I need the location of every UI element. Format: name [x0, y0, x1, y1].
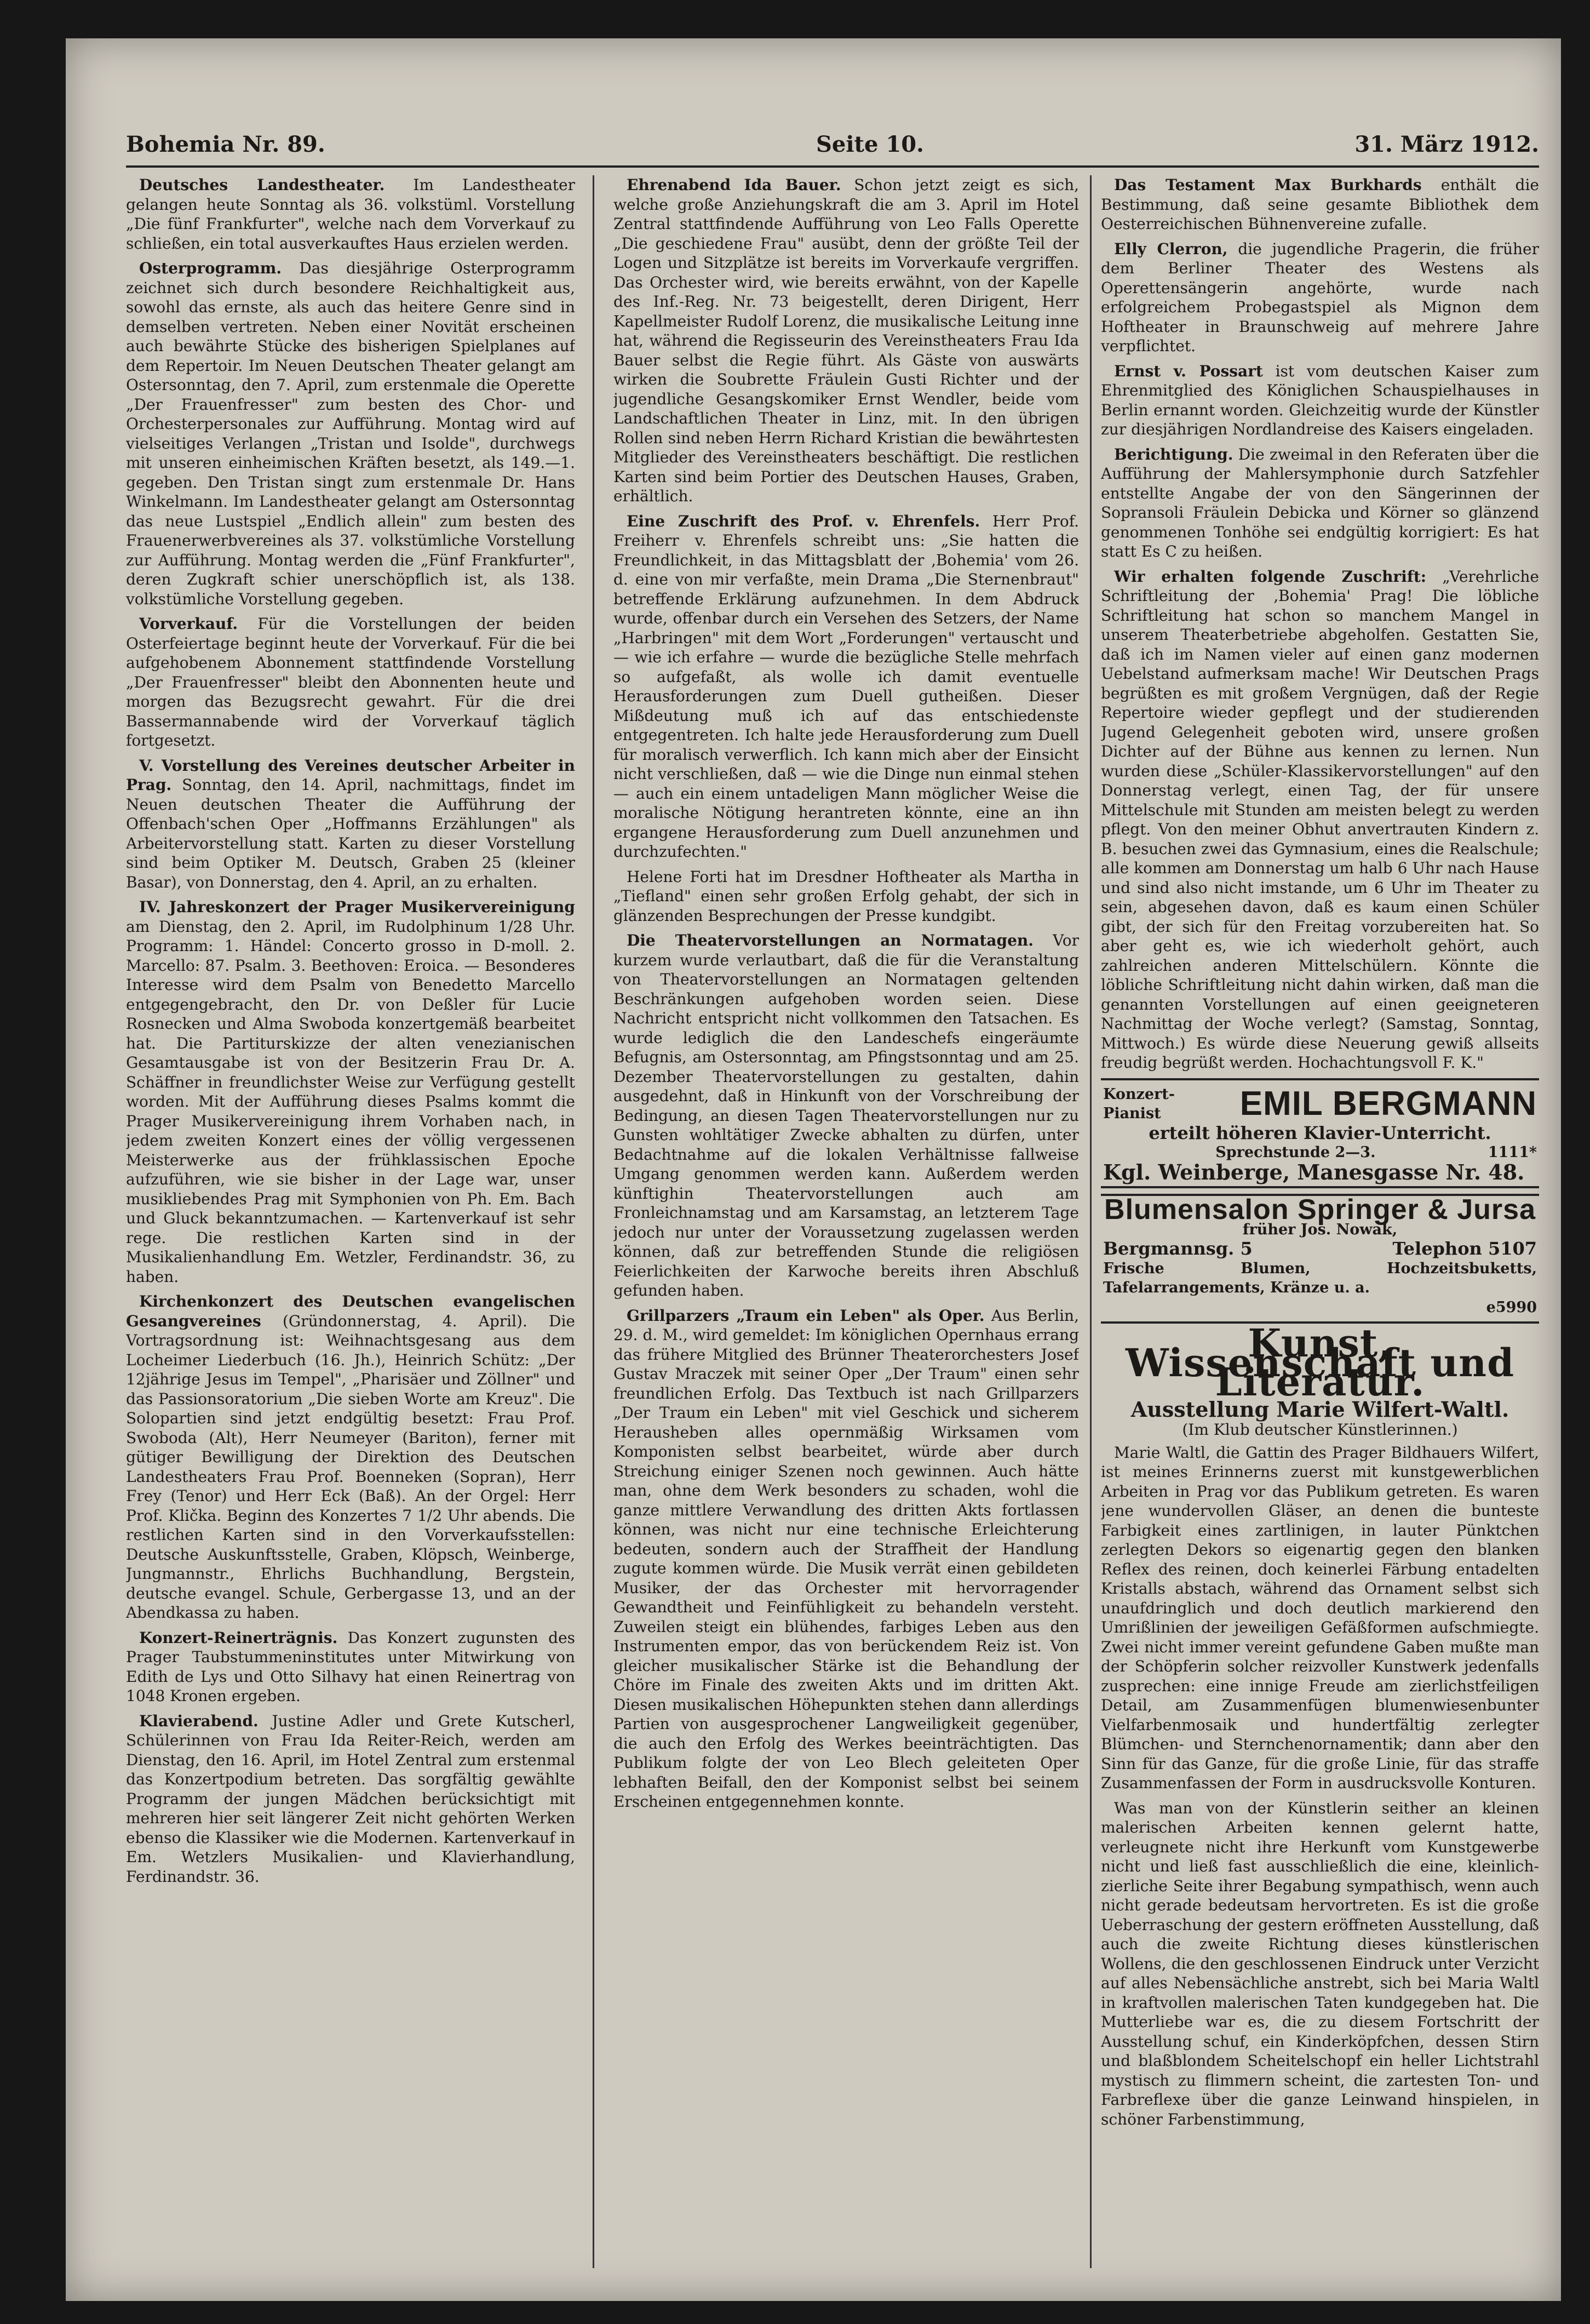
news-item-text: Das Konzert zugunsten des Prager Taubstummeninstitutes unter Mitwirkung von Edith de Lys und Otto Silhavy hat einen Reinertrag von 1048 Kronen ergeben.	[126, 1628, 575, 1705]
news-item-heading: Konzert-Reinerträgnis.	[139, 1628, 338, 1647]
news-item-text: (Gründonnerstag, 4. April). Die Vortragsordnung ist: Weihnachtsgesang aus dem Locheimer Liederbuch (16. Jh.), Heinrich Schütz: „Der 12jährige Jesus im Tempel", „Pharisäer und Zöllner" und das Passionsoratorium „Die sieben Worte am Kreuz". Die Solopartien sind jetzt endgültig besetzt: Frau Prof. Swoboda (Alt), Herr Neumeyer (Bariton), ferner mit gütiger Bewilligung der Direktion des Deutschen Landestheaters Frau Prof. Boenneken (Sopran), Herr Frey (Tenor) und Herr Eck (Baß). An der Orgel: Herr Prof. Klička. Beginn des Konzertes 7 1/2 Uhr abends. Die restlichen Karten sind in den Vorverkaufsstellen: Deutsche Auskunftsstelle, Graben, Klöpsch, Weinberge, Jungmannstr., Ehrlichs Buchhandlung, Bergstein, deutsche evangel. Schule, Gerbergasse 13, und an der Abendkassa zu haben.	[126, 1312, 575, 1622]
ad-phone: Telephon 5107	[1392, 1238, 1537, 1259]
header-issue: Bohemia Nr. 89.	[126, 131, 325, 157]
article-headline: Ausstellung Marie Wilfert-Waltl.	[1130, 1396, 1509, 1422]
news-item-text: Schon jetzt zeigt es sich, welche große Anziehungskraft die am 3. April im Hotel Zentral stattfindende Aufführung von Leo Falls Operette „Die geschiedene Frau" ausübt, denn der größte Teil der Logen und Sitzplätze ist bereits im Vorverkaufe vergriffen. Das Orchester wird, wie bereits erwähnt, von der Kapelle des Inf.-Reg. Nr. 73 beigestellt, deren Dirigent, Herr Kapellmeister Rudolf Lorenz, die musikalische Leitung inne hat, während die Regisseurin des Vereinstheaters Frau Ida Bauer selbst die Regie führt. Als Gäste von auswärts wirken die Soubrette Fräulein Gusti Richter und der jugendliche Gesangskomiker Ernst Wendler, beide vom Landschaftlichen Theater in Linz, mit. In den übrigen Rollen sind neben Herrn Richard Kristian die bewährtesten Mitglieder des Vereinstheaters beschäftigt. Die restlichen Karten sind beim Portier des Deutschen Hauses, Graben, erhältlich.	[613, 176, 1079, 505]
header-page-number: Seite 10.	[816, 131, 924, 157]
news-item-heading: Ernst v. Possart	[1114, 362, 1263, 380]
column-divider	[593, 175, 594, 2268]
ad-name: Blumensalon Springer & Jursa	[1104, 1194, 1536, 1226]
news-item-text: Herr Prof. Freiherr v. Ehrenfels schreibt uns: „Sie hatten die Freundlichkeit, in das Mittagsblatt der ‚Bohemia' vom 26. d. eine von mir verfaßte, mein Drama „Die Sternenbraut" betreffende Erklärung aufzunehmen. In dem Abdruck wurde, offenbar durch ein Versehen des Setzers, der Name „Harbringen" mit dem Wort „Forderungen" vertauscht und — wie ich erfahre — wurde die bezügliche Stelle mehrfach so aufgefaßt, als wolle ich damit eventuelle Herausforderungen zum Duell gutheißen. Dieser Mißdeutung muß ich auf das entschiedenste entgegentreten. Ich halte jede Herausforderung zum Duell für moralisch verwerflich. Ich kann mich aber der Einsicht nicht verschließen, daß — wie die Dinge nun einmal stehen — auch ein einem untadeligen Mann möglicher Weise die moralische Nötigung herantreten könnte, eine an ihn ergangene Herausforderung zum Duell anzunehmen und durchzufechten."	[613, 512, 1079, 861]
ad-formerly: früher Jos. Nowak,	[1242, 1221, 1398, 1238]
news-item	[126, 259, 575, 609]
ad-code: e5990	[1486, 1298, 1537, 1316]
news-item	[126, 1628, 575, 1706]
news-item-heading: V. Vorstellung des Vereines deutscher Arbeiter in Prag.	[126, 756, 575, 794]
column-3	[1101, 175, 1539, 2279]
news-item	[613, 1306, 1079, 1812]
news-item-heading: Eine Zuschrift des Prof. v. Ehrenfels.	[627, 512, 980, 530]
news-item-text: Helene Forti hat im Dresdner Hoftheater als Martha in „Tiefland" einen sehr großen Erfolg gehabt, der sich in glänzenden Besprechungen der Presse kundgibt.	[613, 867, 1079, 925]
news-item-heading: Wir erhalten folgende Zuschrift:	[1114, 567, 1427, 586]
news-item	[1101, 567, 1539, 1073]
page-header	[126, 131, 1539, 164]
ad-street: Bergmannsg. 5	[1103, 1238, 1253, 1259]
news-item-text: „Verehrliche Schriftleitung der ‚Bohemia' Prag! Die löbliche Schriftleitung hat schon so manchem Mangel in unserem Theaterbetriebe abgeholfen. Gestatten Sie, daß ich im Namen vieler auf einen ganz modernen Uebelstand aufmerksam mache! Wir Deutschen Prags begrüßten es mit großem Vergnügen, daß der Regie Repertoire wieder gepflegt und der studierenden Jugend Gelegenheit geboten wird, unsere großen Dichter auf der Bühne aus kennen zu lernen. Nun wurden diese „Schüler-Klassikervorstellungen" auf den Donnerstag verlegt, einen Tag, der für unsere Mittelschule mit Stunden am meisten belegt zu werden pflegt. Von den meiner Obhut anvertrauten Kindern z. B. besuchen zwei das Gymnasium, eines die Realschule; alle kommen am Donnerstag um halb 6 Uhr nach Hause und sind also nicht imstande, um 6 Uhr im Theater zu sein, abgesehen davon, daß es kaum einen Schüler gibt, der sich für den Freitag vorzubereiten hat. So aber geht es, wie ich wiederholt gehört, auch zahlreichen anderen Mittelschülern. Könnte die löbliche Schriftleitung nicht dahin wirken, daß man die genannten Vorstellungen auf einen geeigneteren Nachmittag der Woche verlegt? (Samstag, Sonntag, Mittwoch.) Es würde diese Neuerung gewiß allseits freudig begrüßt werden. Hochachtungsvoll F. K."	[1101, 567, 1539, 1072]
advertisement-emil-bergmann	[1101, 1078, 1539, 1189]
news-item-text: Sonntag, den 14. April, nachmittags, findet im Neuen deutschen Theater die Aufführung der Offenbach'schen Oper „Hoffmanns Erzählungen" als Arbeitervorstellung statt. Karten zu dieser Vorstellung sind beim Optiker M. Deutsch, Graben 25 (kleiner Basar), von Donnerstag, den 4. April, an zu erhalten.	[126, 776, 575, 891]
article-subhead: (Im Klub deutscher Künstlerinnen.)	[1182, 1421, 1458, 1439]
news-item-text: ist vom deutschen Kaiser zum Ehrenmitglied des Königlichen Schauspielhauses in Berlin ernannt worden. Gleichzeitig wurde der Künstler zur diesjährigen Nordlandreise des Kaisers eingeladen.	[1101, 362, 1539, 438]
news-item-heading: Vorverkauf.	[139, 615, 238, 633]
news-item-text: Die zweimal in den Referaten über die Aufführung der Mahlersymphonie durch Satzfehler entstellte Angabe der von den Sängerinnen der Sopransoli Fräulein Debicka und Körner so glänzend genommenen Tonhöhe sei endgültig korrigiert: Es hat statt Es C zu heißen.	[1101, 445, 1539, 560]
news-item-heading: Kirchenkonzert des Deutschen evangelischen Gesangvereines	[126, 1292, 575, 1330]
news-item-text: Im Landestheater gelangen heute Sonntag als 36. volkstüml. Vorstellung „Die fünf Frankfurter", welche nach dem Vorverkauf zu schließen, ein total ausverkauftes Haus erzielen werden.	[126, 176, 575, 253]
header-date: 31. März 1912.	[1354, 131, 1539, 157]
news-item-heading: Osterprogramm.	[139, 259, 282, 277]
header-rule	[126, 165, 1539, 168]
news-item	[126, 1292, 575, 1623]
news-item	[126, 175, 575, 253]
article-paragraph: Was man von der Künstlerin seither an kleinen malerischen Arbeiten kennen gelernt hatte, verleugnete nicht ihre Herkunft vom Kunstgewerbe nicht und ließ fast ausschließlich die eine, kleinlich-zierliche Seite ihrer Begabung sympathisch, wenn auch nicht gerade bedeutsam hervortreten. Es ist die große Ueberraschung der gestern eröffneten Ausstellung, daß auch die zweite Richtung dieses künstlerischen Wollens, die den geschlossenen Eindruck unter Verzicht auf alles Nebensächliche anstrebt, sich bei Maria Waltl in kraftvollen malerischen Taten kundgegeben hat. Die Mutterliebe war es, die zu diesem Fortschritt der Ausstellung schuf, ein Kinderköpfchen, dessen Stirn und blaßblondem Scheitelschopf ein heller Lichtstrahl mystisch zu flimmern scheint, die zartesten Ton- und Farbreflexe über die ganze Leinwand hinspielen, in schöner Farbenstimmung,	[1101, 1799, 1539, 2128]
news-item-text: am Dienstag, den 2. April, im Rudolphinum 1/28 Uhr. Programm: 1. Händel: Concerto grosso in D-moll. 2. Marcello: 87. Psalm. 3. Beethoven: Eroica. — Besonderes Interesse wird dem Psalm von Benedetto Marcello entgegengebracht, den Dr. von Deßler für Lucie Rosnecken und Alma Swoboda konzertgemäß bearbeitet hat. Die Partiturskizze der alten venezianischen Gesamtausgabe ist von der Besitzerin Frau Dr. A. Schäffner in freundlichster Weise zur Verfügung gestellt worden. Mit der Aufführung dieses Psalms kommt die Prager Musikervereinigung ihrem Vorhaben nach, in jedem zweiten Konzert eines der völlig vergessenen Meisterwerke aus der frühklassischen Epoche aufzuführen, wie sie bisher in der Lage war, unser musikliebendes Prag mit Symphonien von Ph. Em. Bach und Gluck bekanntzumachen. — Kartenverkauf ist sehr rege. Die restlichen Karten sind in der Musikalienhandlung Em. Wetzler, Ferdinandstr. 36, zu haben.	[126, 917, 575, 1286]
news-item-text: die jugendliche Pragerin, die früher dem Berliner Theater des Westens als Operettensängerin angehörte, wurde nach erfolgreichem Probegastspiel als Mignon dem Hoftheater in Braunschweig auf mehrere Jahre verpflichtet.	[1101, 239, 1539, 355]
ad-line: Frische Blumen, Hochzeitsbuketts, Tafelarrangements, Kränze u. a.	[1103, 1260, 1537, 1296]
news-item-heading: Deutsches Landestheater.	[139, 176, 385, 194]
column-1	[126, 175, 575, 2279]
news-item-heading: Die Theatervorstellungen an Normatagen.	[627, 931, 1034, 949]
news-item-heading: Berichtigung.	[1114, 445, 1233, 463]
column-2	[613, 175, 1079, 2279]
news-item	[613, 931, 1079, 1301]
ad-label-line: Konzert-	[1103, 1085, 1175, 1103]
column-3-notices	[1101, 175, 1539, 1073]
ad-code: 1111*	[1488, 1144, 1537, 1161]
news-item	[1101, 239, 1539, 356]
news-item	[613, 512, 1079, 862]
news-item-text: Vor kurzem wurde verlautbart, daß die für die Veranstaltung von Theatervorstellungen an Normatagen geltenden Beschränkungen aufgehoben worden seien. Diese Nachricht entspricht nicht vollkommen den Tatsachen. Es wurde lediglich die den Landeschefs eingeräumte Befugnis, am Ostersonntag, am Pfingstsonntag und am 25. Dezember Theatervorstellungen zu gestalten, dahin ausgedehnt, daß in Hinkunft von der Vorschreibung der Bedingung, an diesen Tagen Theatervorstellungen nur zu Gunsten wohltätiger Zwecke abhalten zu dürfen, unter Bedachtnahme auf die lokalen Verhältnisse fallweise Umgang genommen werden kann. Außerdem werden künftighin Theatervorstellungen auch am Fronleichnamstag und am Karsamstag, an letzterem Tage jedoch nur unter der Voraussetzung zugelassen werden können, daß zur betreffenden Stunde die religiösen Feierlichkeiten der Karwoche bereits ihren Abschluß gefunden haben.	[613, 931, 1079, 1300]
article-paragraph: Marie Waltl, die Gattin des Prager Bildhauers Wilfert, ist meines Erinnerns zuerst mit kunstgewerblichen Arbeiten in Prag vor das Publikum getreten. Es waren jene wundervollen Gläser, an denen die bunteste Farbigkeit eines zartlinigen, in lauter Pünktchen zerlegten Dekors so eigenartig gegen den blanken Reflex des reinen, doch keinerlei Färbung entadelten Kristalls abstach, während das Ornament selbst sich unaufdringlich und doch deutlich markierend den Umrißlinien der jeweiligen Gefäßformen aufschmiegte. Zwei nicht immer vereint gefundene Gaben mußte man der Schöpferin solcher reizvoller Kunstwerk jedenfalls zusprechen: eine innige Freude am zierlichstfeiligen Detail, am Zusammenfügen blumenwiesenbunter Vielfarbenmosaik und hundertfältig zerlegter Blümchen- und Sternchenornamentik; dann aber den Sinn für das Ganze, für die große Linie, für das straffe Zusammenfassen der Form in ausdrucksvolle Konturen.	[1101, 1443, 1539, 1792]
news-item	[613, 867, 1079, 926]
news-item	[126, 614, 575, 751]
section-title: Kunst, Wissenschaft und Literatur.	[1125, 1320, 1515, 1405]
news-item	[126, 756, 575, 892]
news-item-heading: Elly Clerron,	[1114, 239, 1228, 258]
news-item	[1101, 362, 1539, 439]
ad-name: EMIL BERGMANN	[1239, 1085, 1537, 1123]
news-item	[126, 1711, 575, 1887]
news-item-text: Für die Vorstellungen der beiden Osterfeiertage beginnt heute der Vorverkauf. Für die bei aufgehobenem Abonnement stattfindende Vorstellung „Der Frauenfresser" bleibt den Abonnenten heute und morgen das Bezugsrecht gewahrt. Für die drei Bassermannabende wird der Vorverkauf täglich fortgesetzt.	[126, 615, 575, 749]
news-item-text: Das diesjährige Osterprogramm zeichnet sich durch besondere Reichhaltigkeit aus, sowohl das ernste, als auch das heitere Genre sind in demselben vertreten. Neben einer Novität erscheinen auch bewährte Stücke des bisherigen Spielplanes auf dem Repertoir. Im Neuen Deutschen Theater gelangt am Ostersonntag, den 7. April, zum erstenmale die Operette „Der Frauenfresser" zum besten des Chor- und Orchesterpersonales zur Aufführung. Montag wird auf vielseitiges Verlangen „Tristan und Isolde", durchwegs mit unseren einheimischen Kräften besetzt, als 149.—1. gegeben. Den Tristan singt zum erstenmale Dr. Hans Winkelmann. Im Landestheater gelangt am Ostersonntag das neue Lustspiel „Endlich allein" zum besten des Frauenerwerbvereines als 37. volkstümliche Vorstellung zur Aufführung. Montag werden die „Fünf Frankfurter", deren Zugkraft schier unerschöpflich ist, als 138. volkstümliche Vorstellung gegeben.	[126, 259, 575, 608]
news-item-heading: IV. Jahreskonzert der Prager Musikervereinigung	[139, 898, 575, 916]
news-item	[1101, 175, 1539, 234]
news-item	[1101, 445, 1539, 562]
news-item-text: Justine Adler und Grete Kutscherl, Schülerinnen von Frau Ida Reiter-Reich, werden am Dienstag, den 16. April, im Hotel Zentral zum erstenmal das Konzertpodium betreten. Das sorgfältig gewählte Programm der jungen Mädchen berücksichtigt mit mehreren hier seit längerer Zeit nicht gehörten Werken ebenso die Klassiker wie die Modernen. Kartenverkauf in Em. Wetzlers Musikalien- und Klavierhandlung, Ferdinandstr. 36.	[126, 1711, 575, 1886]
advertisement-blumensalon	[1101, 1194, 1539, 1324]
column-divider	[1090, 175, 1092, 2268]
newspaper-page	[66, 38, 1561, 2301]
news-item-heading: Ehrenabend Ida Bauer.	[627, 176, 841, 194]
ad-label-line: Pianist	[1103, 1105, 1161, 1122]
ad-hours: Sprechstunde 2—3.	[1215, 1144, 1376, 1161]
ad-line: erteilt höheren Klavier-Unterricht.	[1149, 1122, 1491, 1143]
news-item	[613, 175, 1079, 506]
news-item-heading: Grillparzers „Traum ein Leben" als Oper.	[627, 1306, 985, 1325]
news-item	[126, 897, 575, 1286]
news-item-text: Aus Berlin, 29. d. M., wird gemeldet: Im königlichen Opernhaus errang das frühere Mitglied des Brünner Theaterorchesters Josef Gustav Mraczek mit seiner Oper „Der Traum" einen sehr freundlichen Erfolg. Das Textbuch ist nach Grillparzers „Der Traum ein Leben" mit viel Geschick und sicherem Herausheben alles opernmäßig Wirksamen vom Komponisten selbst bearbeitet, würde aber durch Streichung einiger Szenen noch gewinnen. Auch hätte man, ohne dem Werk besonders zu schaden, wohl die ganze mittlere Verwandlung des dritten Akts fortlassen können, was nicht nur eine technische Erleichterung bedeuten, sondern auch der Straffheit der Handlung zugute kommen würde. Die Musik verrät einen gebildeten Musiker, der das Orchester mit hervorragender Gewandtheit und Feinfühligkeit zu behandeln versteht. Zuweilen steigt ein blühendes, farbiges Leben aus den Instrumenten empor, das von berückendem Reiz ist. Von gleicher musikalischer Stärke ist die Behandlung der Chöre im Finale des zweiten Akts und im dritten Akt. Diesen musikalischen Höhepunkten stehen dann allerdings Partien von ausgesprochener Langweiligkeit gegenüber, die auch den Erfolg des Werkes beeinträchtigten. Das Publikum folgte der von Leo Blech geleiteten Oper lebhaften Beifall, den der Komponist selbst bei seinem Erscheinen entgegennehmen konnte.	[613, 1306, 1079, 1811]
news-item-heading: Das Testament Max Burkhards	[1114, 176, 1422, 194]
news-item-text: enthält die Bestimmung, daß seine gesamte Bibliothek dem Oesterreichischen Bühnenvereine zufalle.	[1101, 176, 1539, 233]
ad-address: Kgl. Weinberge, Manesgasse Nr. 48.	[1103, 1159, 1525, 1184]
news-item-heading: Klavierabend.	[139, 1711, 259, 1730]
ad-label	[1103, 1085, 1175, 1124]
